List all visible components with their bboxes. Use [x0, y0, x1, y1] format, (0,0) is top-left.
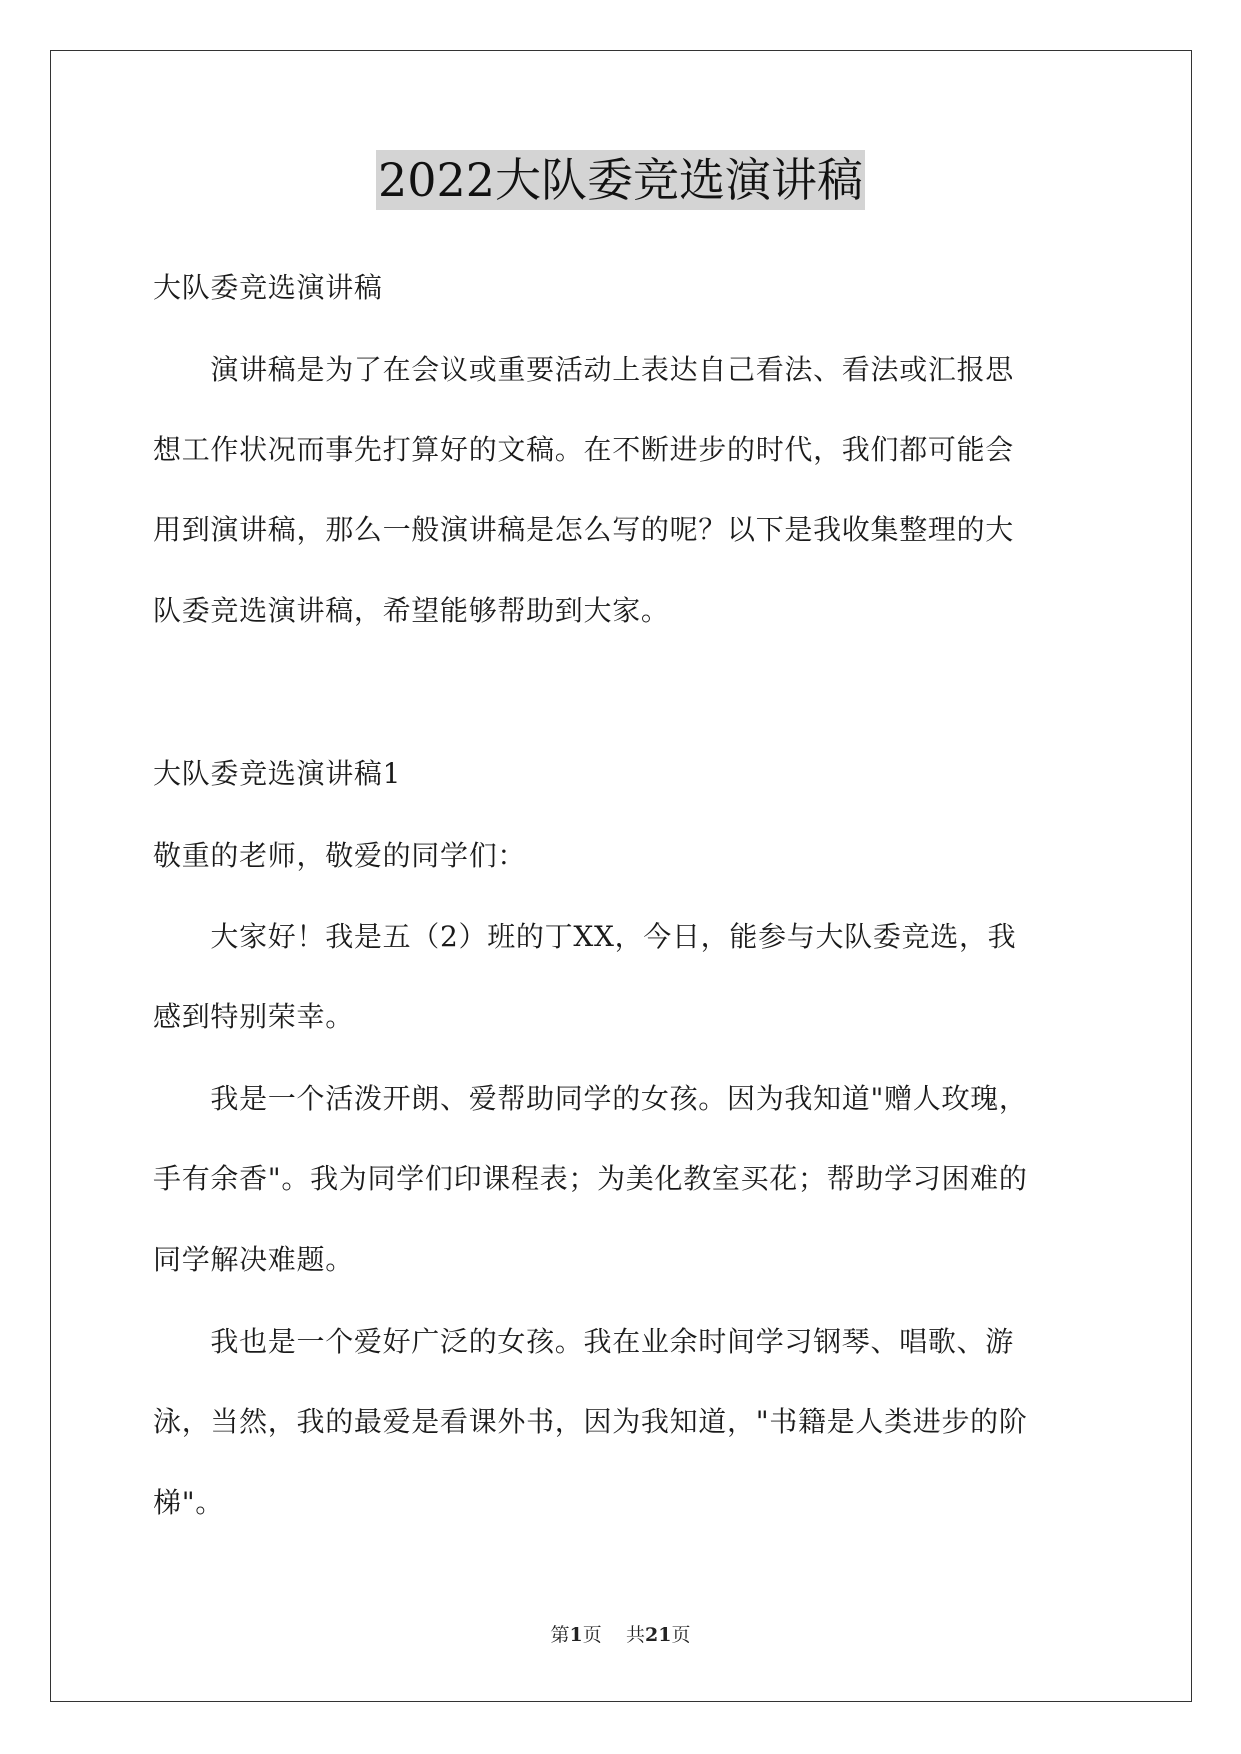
intro-heading: 大队委竞选演讲稿 [153, 271, 383, 304]
total-pages: 21 [644, 1624, 672, 1646]
total-prefix: 共 [625, 1624, 645, 1646]
body-line: 我是一个活泼开朗、爱帮助同学的女孩。因为我知道"赠人玫瑰， [153, 1082, 1028, 1115]
body-line: 同学解决难题。 [153, 1243, 354, 1276]
body-line: 我也是一个爱好广泛的女孩。我在业余时间学习钢琴、唱歌、游 [153, 1325, 1015, 1358]
body-line: 用到演讲稿，那么一般演讲稿是怎么写的呢？以下是我收集整理的大 [153, 513, 1015, 546]
salutation: 敬重的老师，敬爱的同学们： [153, 839, 527, 872]
section-heading: 大队委竞选演讲稿1 [153, 757, 402, 790]
page-suffix: 页 [582, 1624, 602, 1646]
page-number: 1 [569, 1624, 583, 1646]
body-line: 演讲稿是为了在会议或重要活动上表达自己看法、看法或汇报思 [153, 353, 1015, 386]
page-footer [0, 1622, 1241, 1648]
body-line: 队委竞选演讲稿，希望能够帮助到大家。 [153, 594, 670, 627]
total-suffix: 页 [671, 1624, 691, 1646]
title-container [0, 150, 1241, 210]
body-line: 想工作状况而事先打算好的文稿。在不断进步的时代，我们都可能会 [153, 433, 1015, 466]
page-prefix: 第 [550, 1624, 570, 1646]
body-line: 大家好！我是五（2）班的丁XX，今日，能参与大队委竞选，我 [153, 920, 1017, 953]
document-title: 2022大队委竞选演讲稿 [376, 150, 865, 210]
body-line: 泳，当然，我的最爱是看课外书，因为我知道，"书籍是人类进步的阶 [153, 1405, 1028, 1438]
body-line: 手有余香"。我为同学们印课程表；为美化教室买花；帮助学习困难的 [153, 1162, 1028, 1195]
body-line: 梯"。 [153, 1486, 224, 1519]
body-line: 感到特别荣幸。 [153, 1000, 354, 1033]
